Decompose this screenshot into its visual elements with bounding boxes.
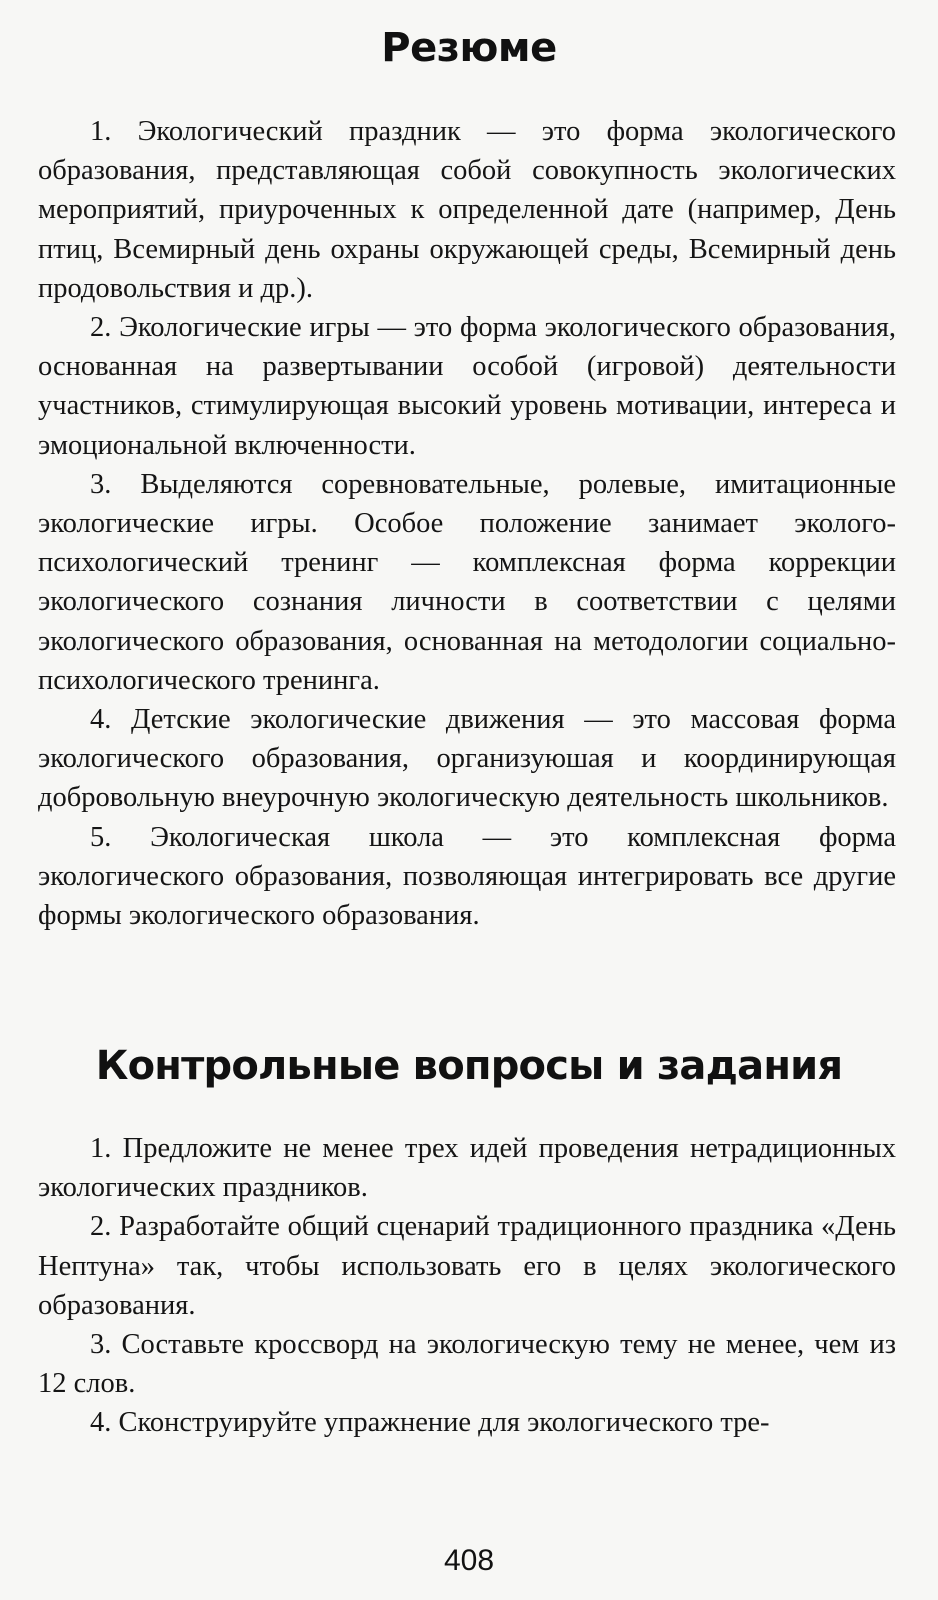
summary-paragraph-4: 4. Детские экологические движения — это массовая форма экологического образования, организуюшая и координирующая добровольную внеурочную экологическую деятельность школьников. [38,704,896,814]
summary-section [38,112,896,935]
summary-paragraph-3: 3. Выделяются соревновательные, ролевые, имитационные экологические игры. Особое положение занимает эколого-психологический тренинг — комплексная форма коррекции экологического сознания личности в соответствии с целями экологического образования, основанная на методологии социально-психологического тренинга. [38,468,896,696]
question-4: 4. Сконструируйте упражнение для экологического тре- [90,1407,770,1439]
summary-heading: Резюме [381,25,557,71]
question-1: 1. Предложите не менее трех идей проведения нетрадиционных экологических праздников. [38,1133,896,1204]
question-3: 3. Составьте кроссворд на экологическую тему не менее, чем из 12 слов. [38,1329,896,1400]
summary-paragraph-1: 1. Экологический праздник — это форма экологического образования, представляющая собой совокупность экологических мероприятий, приуроченных к определенной дате (например, День птиц, Всемирный день охраны окружающей среды, Всемирный день продовольствия и др.). [38,116,896,304]
summary-paragraph-5: 5. Экологическая школа — это комплексная форма экологического образования, позволяющая интегрировать все другие формы экологического образования. [38,821,896,932]
summary-paragraph-2: 2. Экологические игры — это форма экологического образования, основанная на развертывании особой (игровой) деятельности участников, стимулирующая высокий уровень мотивации, интереса и эмоциональной включенности. [38,312,896,461]
questions-heading: Контрольные вопросы и задания [95,1043,843,1089]
page-number: 408 [443,1544,495,1577]
questions-section [38,1129,896,1443]
question-2: 2. Разработайте общий сценарий традиционного праздника «День Нептуна» так, чтобы использовать его в целях экологического образования. [38,1211,896,1321]
